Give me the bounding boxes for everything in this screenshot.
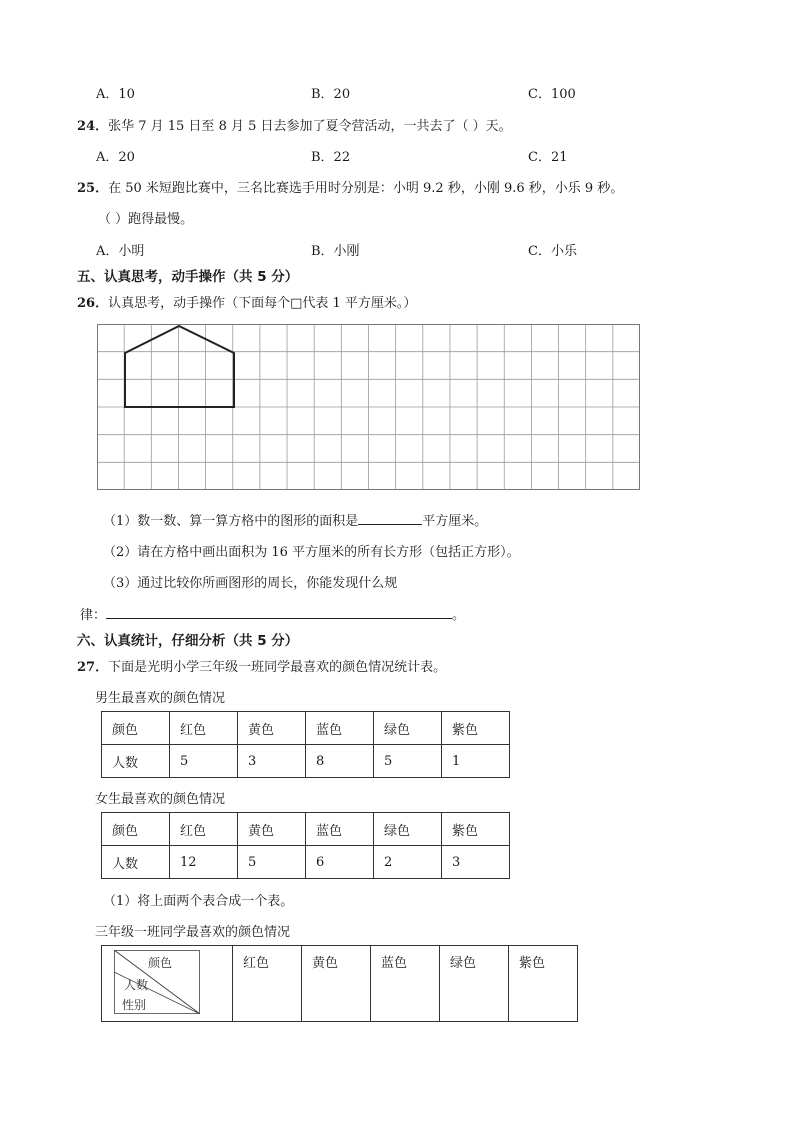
table-cell: 红色 bbox=[170, 712, 238, 745]
q25-stem-line2: （ ）跑得最慢。 bbox=[98, 212, 194, 227]
q26-number: 26． bbox=[77, 296, 109, 311]
section-6-title: 六、认真统计，仔细分析（共 5 分） bbox=[77, 633, 299, 649]
table-cell: 3 bbox=[238, 745, 306, 778]
q26-sub1-answer-blank[interactable] bbox=[358, 512, 422, 525]
table-cell: 红色 bbox=[170, 813, 238, 846]
table-cell: 2 bbox=[374, 846, 442, 879]
q25-number: 25． bbox=[77, 181, 109, 196]
table-cell: 黄色 bbox=[238, 712, 306, 745]
corner-label-color: 颜色 bbox=[148, 956, 173, 970]
q24-option-c[interactable]: C．21 bbox=[528, 150, 568, 165]
q27-text: 下面是光明小学三年级一班同学最喜欢的颜色情况统计表。 bbox=[108, 660, 447, 675]
q26-sub1 bbox=[103, 510, 487, 529]
q23-option-b[interactable]: B．20 bbox=[311, 87, 351, 102]
merged-color-table[interactable] bbox=[101, 945, 578, 1022]
q27-stem bbox=[77, 656, 446, 675]
boys-table-caption: 男生最喜欢的颜色情况 bbox=[95, 691, 226, 706]
section-5-title: 五、认真思考，动手操作（共 5 分） bbox=[77, 269, 299, 285]
q27-number: 27． bbox=[77, 660, 109, 675]
q26-sub3-end: 。 bbox=[452, 608, 466, 623]
q24-option-a[interactable]: A．20 bbox=[96, 150, 135, 165]
table-cell: 6 bbox=[306, 846, 374, 879]
table-header-row bbox=[102, 946, 578, 1022]
table-cell: 5 bbox=[170, 745, 238, 778]
table-header-row bbox=[102, 712, 510, 745]
q26-sub2: （2）请在方格中画出面积为 16 平方厘米的所有长方形（包括正方形）。 bbox=[103, 545, 520, 560]
q25-option-b[interactable]: B．小刚 bbox=[311, 244, 360, 259]
table-cell: 1 bbox=[442, 745, 510, 778]
table-cell: 紫色 bbox=[442, 813, 510, 846]
q25-stem bbox=[77, 177, 623, 196]
q23-option-a[interactable]: A．10 bbox=[96, 87, 135, 102]
table-row bbox=[102, 846, 510, 879]
table-cell: 蓝色 bbox=[306, 813, 374, 846]
table-cell: 8 bbox=[306, 745, 374, 778]
pentagon-shape bbox=[125, 326, 234, 407]
table-cell: 颜色 bbox=[102, 813, 170, 846]
table-cell: 绿色 bbox=[374, 712, 442, 745]
corner-label-count: 人数 bbox=[124, 978, 149, 992]
table-cell[interactable]: 紫色 bbox=[509, 946, 578, 1022]
table-cell: 绿色 bbox=[374, 813, 442, 846]
table-cell: 5 bbox=[374, 745, 442, 778]
q26-stem bbox=[77, 292, 416, 311]
table-row bbox=[102, 745, 510, 778]
diagonal-header-cell bbox=[102, 946, 233, 1022]
table-cell: 人数 bbox=[102, 745, 170, 778]
table-cell: 5 bbox=[238, 846, 306, 879]
table-cell: 颜色 bbox=[102, 712, 170, 745]
table-cell: 12 bbox=[170, 846, 238, 879]
q24-option-b[interactable]: B．22 bbox=[311, 150, 351, 165]
boys-color-table bbox=[101, 711, 510, 778]
q26-sub3: （3）通过比较你所画图形的周长，你能发现什么规 bbox=[103, 576, 398, 591]
table-cell[interactable]: 黄色 bbox=[302, 946, 371, 1022]
q26-sub3-answer-line bbox=[80, 604, 465, 623]
q26-sub3-label: 律： bbox=[80, 608, 107, 623]
q23-option-c[interactable]: C．100 bbox=[528, 87, 576, 102]
q24-stem bbox=[77, 115, 512, 134]
table-cell[interactable]: 红色 bbox=[233, 946, 302, 1022]
table-cell: 黄色 bbox=[238, 813, 306, 846]
table-cell[interactable]: 蓝色 bbox=[371, 946, 440, 1022]
q25-option-c[interactable]: C．小乐 bbox=[528, 244, 577, 259]
corner-label-gender: 性别 bbox=[122, 998, 147, 1012]
q27-sub1: （1）将上面两个表合成一个表。 bbox=[103, 894, 294, 909]
q25-option-a[interactable]: A．小明 bbox=[96, 244, 145, 259]
q26-sub1-text: （1）数一数、算一算方格中的图形的面积是 bbox=[103, 514, 359, 529]
table-header-row bbox=[102, 813, 510, 846]
girls-color-table bbox=[101, 812, 510, 879]
q24-text: 张华 7 月 15 日至 8 月 5 日去参加了夏令营活动，一共去了（ ）天。 bbox=[108, 119, 512, 134]
table-cell: 人数 bbox=[102, 846, 170, 879]
merged-table-caption: 三年级一班同学最喜欢的颜色情况 bbox=[95, 925, 291, 940]
q26-sub3-answer-blank[interactable] bbox=[106, 606, 452, 619]
girls-table-caption: 女生最喜欢的颜色情况 bbox=[95, 792, 226, 807]
table-cell: 3 bbox=[442, 846, 510, 879]
q26-sub1-unit: 平方厘米。 bbox=[422, 514, 488, 529]
table-cell: 蓝色 bbox=[306, 712, 374, 745]
square-grid[interactable] bbox=[97, 324, 641, 491]
q24-number: 24． bbox=[77, 119, 109, 134]
table-cell[interactable]: 绿色 bbox=[440, 946, 509, 1022]
q26-text: 认真思考，动手操作（下面每个□代表 1 平方厘米。） bbox=[108, 296, 417, 311]
q25-text: 在 50 米短跑比赛中，三名比赛选手用时分别是：小明 9.2 秒，小刚 9.6 秒，小乐 9 秒。 bbox=[108, 181, 624, 196]
table-cell: 紫色 bbox=[442, 712, 510, 745]
